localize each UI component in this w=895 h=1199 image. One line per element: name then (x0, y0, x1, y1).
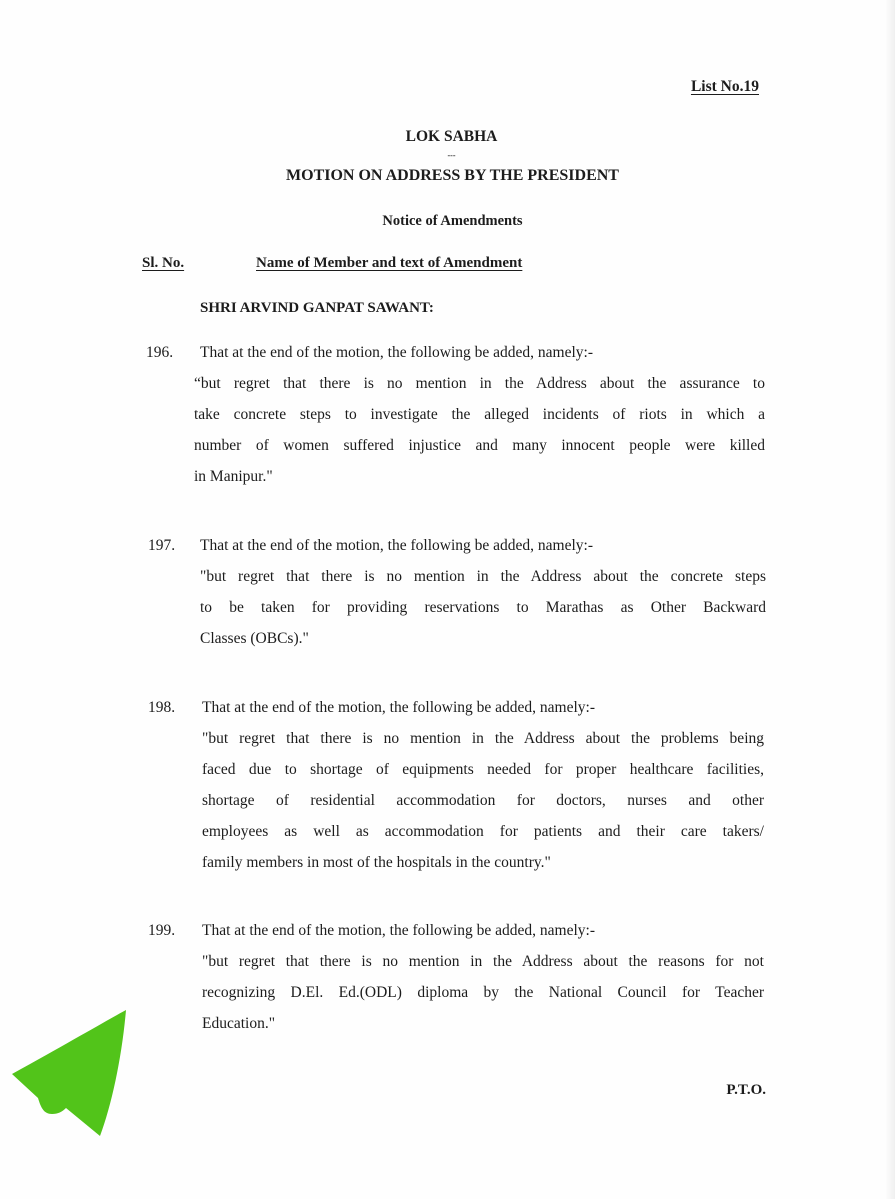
amendment-line: to be taken for providing reservations to Marathas as Other Backward (200, 599, 766, 616)
amendment-text (200, 561, 766, 654)
amendment-line: employees as well as accommodation for patients and their care takers/ (202, 823, 764, 840)
amendment-number: 196. (146, 344, 174, 361)
amendment-intro: That at the end of the motion, the following be added, namely:- (202, 922, 595, 939)
amendment-text (194, 368, 765, 492)
please-turn-over: P.T.O. (726, 1082, 766, 1098)
amendment-line: "but regret that there is no mention in the Address about the problems being (202, 730, 764, 747)
amendment-line: shortage of residential accommodation for doctors, nurses and other (202, 792, 764, 809)
house-title: LOK SABHA (405, 128, 498, 145)
amendment-line: "but regret that there is no mention in the Address about the reasons for not (202, 953, 764, 970)
amendment-intro: That at the end of the motion, the following be added, namely:- (202, 699, 595, 716)
title-separator: --- (447, 151, 456, 160)
paper-plane-icon (8, 1008, 130, 1136)
amendment-line: take concrete steps to investigate the alleged incidents of riots in which a (194, 406, 765, 423)
amendment-line: "but regret that there is no mention in the Address about the concrete steps (200, 568, 766, 585)
amendment-number: 197. (148, 537, 176, 554)
notice-heading: Notice of Amendments (382, 213, 523, 229)
column-header-sl-no: Sl. No. (142, 255, 185, 271)
motion-title: MOTION ON ADDRESS BY THE PRESIDENT (286, 167, 619, 184)
amendment-line: recognizing D.El. Ed.(ODL) diploma by the National Council for Teacher (202, 984, 764, 1001)
amendment-text (202, 946, 764, 1039)
amendment-intro: That at the end of the motion, the following be added, namely:- (200, 537, 593, 554)
amendment-intro: That at the end of the motion, the following be added, namely:- (200, 344, 593, 361)
amendment-line: family members in most of the hospitals in the country." (202, 854, 551, 871)
amendment-line: in Manipur." (194, 468, 273, 485)
amendment-number: 199. (148, 922, 176, 939)
amendment-line: faced due to shortage of equipments needed for proper healthcare facilities, (202, 761, 764, 778)
amendment-line: number of women suffered injustice and many innocent people were killed (194, 437, 765, 454)
amendment-line: “but regret that there is no mention in the Address about the assurance to (194, 375, 765, 392)
amendment-line: Education." (202, 1015, 276, 1032)
amendment-number: 198. (148, 699, 176, 716)
member-name: SHRI ARVIND GANPAT SAWANT: (200, 300, 434, 316)
amendment-line: Classes (OBCs)." (200, 630, 309, 647)
list-number: List No.19 (690, 78, 759, 95)
column-header-name: Name of Member and text of Amendment (256, 255, 523, 271)
amendment-text (202, 723, 764, 878)
